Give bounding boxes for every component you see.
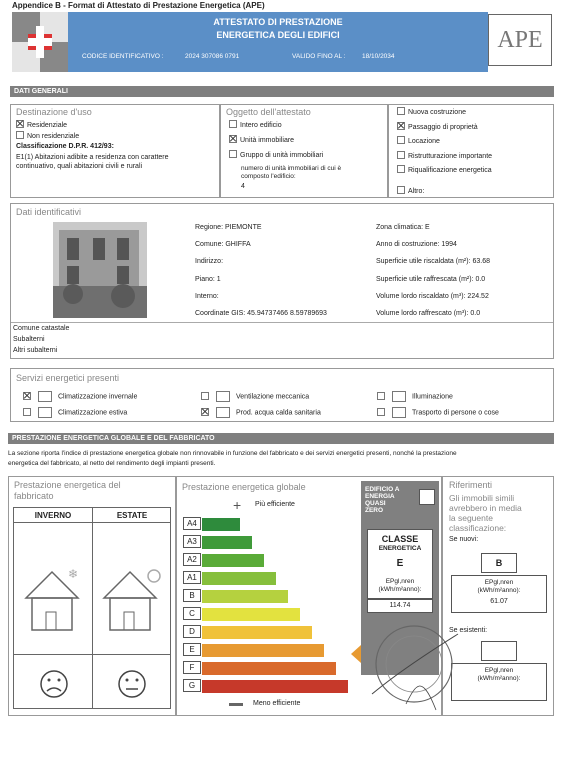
checkbox-icon <box>377 408 385 416</box>
inverno-label: INVERNO <box>34 511 72 520</box>
esistenti-ep-label-2: (kWh/m²anno): <box>477 675 521 682</box>
class-label-D: D <box>183 625 201 638</box>
volume-raffrescato: Volume lordo raffrescato (m³): 0.0 <box>376 310 481 317</box>
altro-option[interactable]: Altro: <box>397 187 424 195</box>
nzeb-line-1: EDIFICIO A <box>365 486 400 493</box>
class-label-A4: A4 <box>183 517 201 530</box>
fabbricato-title-1: Prestazione energetica del <box>14 480 121 490</box>
class-bar-A2 <box>202 554 264 567</box>
class-label-C: C <box>183 607 201 620</box>
building-photo-icon <box>53 222 147 318</box>
checked-box-icon <box>397 122 405 130</box>
checkbox-icon <box>16 131 24 139</box>
checkbox-icon <box>201 392 209 400</box>
dati-identificativi-title: Dati identificativi <box>16 207 82 217</box>
unita-option[interactable]: Unità immobiliare <box>229 136 294 144</box>
class-bar-E <box>202 644 324 657</box>
classe-label: CLASSE <box>381 534 419 544</box>
minus-icon <box>229 703 243 706</box>
globale-title: Prestazione energetica globale <box>182 482 306 492</box>
grid-divider <box>14 522 170 523</box>
coordinate-gis: Coordinate GIS: 45.94737466 8.59789693 <box>195 310 327 317</box>
nuovi-ep-label-1: EPgl,nren <box>484 579 514 586</box>
dati-generali-bar: DATI GENERALI <box>10 86 554 97</box>
checkbox-icon <box>229 150 237 158</box>
lightbulb-icon <box>392 391 406 402</box>
passaggio-option[interactable]: Passaggio di proprietà <box>397 123 478 131</box>
house-winter-icon <box>22 564 86 634</box>
numero-line-2: composto l'edificio: <box>241 173 296 180</box>
altri-subalterni: Altri subalterni <box>13 347 58 354</box>
checkbox-icon <box>397 165 405 173</box>
riferimenti-sub-1: Gli immobili simili <box>449 493 515 503</box>
locazione-option[interactable]: Locazione <box>397 137 440 145</box>
estate-label: ESTATE <box>116 511 148 520</box>
superficie-riscaldata: Superficie utile riscaldata (m²): 63.68 <box>376 258 490 265</box>
non-residenziale-option[interactable]: Non residenziale <box>16 132 79 140</box>
servizio-illuminazione[interactable]: Illuminazione <box>377 391 453 402</box>
radiator-icon <box>38 391 52 402</box>
checkbox-icon <box>397 136 405 144</box>
classificazione-line-1: E1(1) Abitazioni adibite a residenza con carattere <box>16 154 169 161</box>
checked-box-icon <box>16 120 24 128</box>
region-logo <box>12 12 68 72</box>
nzeb-checkbox[interactable] <box>419 489 435 505</box>
fan-icon <box>216 391 230 402</box>
plus-icon: + <box>233 497 242 513</box>
fabbricato-box <box>8 476 176 716</box>
numero-line-1: numero di unità immobiliari di cui è <box>241 165 342 172</box>
anno-costruzione: Anno di costruzione: 1994 <box>376 241 457 248</box>
servizio-acqua-calda[interactable]: Prod. acqua calda sanitaria <box>201 407 321 418</box>
flag-icon <box>12 12 68 72</box>
classes-scale <box>183 517 359 697</box>
intero-option[interactable]: Intero edificio <box>229 121 282 129</box>
code-value: 2024 307086 0791 <box>185 53 240 60</box>
checked-box-icon <box>201 408 209 416</box>
dati-identificativi-box <box>10 203 554 359</box>
prestazione-intro-2: energetica del fabbricato, al netto del rendimento degli impianti presenti. <box>8 460 216 467</box>
class-bar-F <box>202 662 336 675</box>
classificazione-label: Classificazione D.P.R. 412/93: <box>16 143 114 150</box>
class-bar-C <box>202 608 300 621</box>
header-title-1: ATTESTATO DI PRESTAZIONE <box>213 17 343 27</box>
riferimenti-sub-2: avrebbero in media <box>449 503 522 513</box>
class-label-G: G <box>183 679 201 692</box>
gruppo-option[interactable]: Gruppo di unità immobiliari <box>229 151 323 159</box>
ep-label-1: EPgl,nren <box>385 578 415 585</box>
motivo-box <box>388 104 554 198</box>
class-bar-G <box>202 680 348 693</box>
numero-value: 4 <box>241 183 245 190</box>
class-label-A1: A1 <box>183 571 201 584</box>
header-banner <box>68 12 488 72</box>
grid-divider <box>14 654 170 655</box>
se-esistenti-label: Se esistenti: <box>449 627 488 634</box>
subalterni: Subalterni <box>13 336 45 343</box>
checkbox-icon <box>23 408 31 416</box>
nuovi-class-value: B <box>481 553 517 573</box>
nzeb-line-4: ZERO <box>365 507 384 514</box>
classe-value: E <box>396 558 404 569</box>
piu-efficiente-label: Più efficiente <box>255 501 295 508</box>
house-summer-icon <box>100 564 164 634</box>
ep-value: 114.74 <box>367 599 433 613</box>
interno: Interno: <box>195 293 219 300</box>
regione: Regione: PIEMONTE <box>195 224 262 231</box>
classificazione-line-2: continuativo, quali abitazioni civili e rurali <box>16 163 143 170</box>
divider <box>11 322 553 323</box>
prestazione-bar: PRESTAZIONE ENERGETICA GLOBALE E DEL FABBRICATO <box>8 433 554 444</box>
volume-riscaldato: Volume lordo riscaldato (m³): 224.52 <box>376 293 489 300</box>
ristrutturazione-option[interactable]: Ristrutturazione importante <box>397 152 492 160</box>
servizio-trasporto[interactable]: Trasporto di persone o cose <box>377 407 499 418</box>
superficie-raffrescata: Superficie utile raffrescata (m²): 0.0 <box>376 276 486 283</box>
classe-box <box>367 529 433 599</box>
checked-box-icon <box>23 392 31 400</box>
meno-efficiente-label: Meno efficiente <box>253 700 301 707</box>
nuovi-ep-box <box>451 575 547 613</box>
checkbox-icon <box>377 392 385 400</box>
code-label: CODICE IDENTIFICATIVO : <box>82 53 164 60</box>
checkbox-icon <box>229 120 237 128</box>
building-photo <box>53 222 147 318</box>
servizi-box <box>10 368 554 422</box>
grid-divider <box>92 508 93 708</box>
class-label-F: F <box>183 661 201 674</box>
faucet-icon <box>216 407 230 418</box>
class-bar-A1 <box>202 572 276 585</box>
servizio-climatizzazione-invernale[interactable]: Climatizzazione invernale <box>23 391 137 402</box>
esistenti-ep-box <box>451 663 547 701</box>
zona-climatica: Zona climatica: E <box>376 224 430 231</box>
classe-energetica-label: ENERGETICA <box>378 545 422 552</box>
checkbox-icon <box>397 186 405 194</box>
destinazione-title: Destinazione d'uso <box>16 107 92 117</box>
valid-value: 18/10/2034 <box>362 53 395 60</box>
header-title-2: ENERGETICA DEGLI EDIFICI <box>216 30 340 40</box>
sad-face-icon <box>38 668 70 700</box>
servizi-title: Servizi energetici presenti <box>16 373 120 383</box>
class-label-A2: A2 <box>183 553 201 566</box>
nuova-option[interactable]: Nuova costruzione <box>397 108 466 116</box>
riferimenti-title: Riferimenti <box>449 480 493 490</box>
comune-catastale: Comune catastale <box>13 325 70 332</box>
class-bar-D <box>202 626 312 639</box>
checkbox-icon <box>397 107 405 115</box>
class-bar-B <box>202 590 288 603</box>
class-bar-A4 <box>202 518 240 531</box>
class-label-E: E <box>183 643 201 656</box>
class-bar-A3 <box>202 536 252 549</box>
ape-logo: APE <box>488 14 552 66</box>
checked-box-icon <box>229 135 237 143</box>
checkbox-icon <box>397 151 405 159</box>
indirizzo: Indirizzo: <box>195 258 224 265</box>
nuovi-ep-value: 61.07 <box>490 598 508 605</box>
oggetto-box <box>220 104 388 198</box>
class-label-B: B <box>183 589 201 602</box>
servizio-climatizzazione-estiva[interactable]: Climatizzazione estiva <box>23 407 127 418</box>
ep-label-2: (kWh/m²anno): <box>378 586 422 593</box>
comune: Comune: GHIFFA <box>195 241 251 248</box>
nuovi-ep-label-2: (kWh/m²anno): <box>477 587 521 594</box>
riferimenti-sub-4: classificazione: <box>449 523 507 533</box>
official-stamp-icon <box>366 614 462 714</box>
piano: Piano: 1 <box>195 276 221 283</box>
appendix-title: Appendice B - Format di Attestato di Prestazione Energetica (APE) <box>12 1 265 10</box>
fabbricato-title-2: fabbricato <box>14 491 54 501</box>
nzeb-line-3: QUASI <box>365 500 386 507</box>
elevator-icon <box>392 407 406 418</box>
riqualificazione-option[interactable]: Riqualificazione energetica <box>397 166 492 174</box>
fabbricato-grid <box>13 507 171 709</box>
riferimenti-sub-3: la seguente <box>449 513 493 523</box>
neutral-face-icon <box>116 668 148 700</box>
svg-text:❄: ❄ <box>68 567 79 581</box>
residenziale-option[interactable]: Residenziale <box>16 121 67 129</box>
servizio-ventilazione[interactable]: Ventilazione meccanica <box>201 391 309 402</box>
se-nuovi-label: Se nuovi: <box>449 536 479 543</box>
air-conditioner-icon <box>38 407 52 418</box>
prestazione-intro-1: La sezione riporta l'indice di prestazione energetica globale non rinnovabile in funzione del fabbricato e dei servizi energetici presenti, nonché la prestazione <box>8 450 457 457</box>
oggetto-title: Oggetto dell'attestato <box>226 107 311 117</box>
valid-label: VALIDO FINO AL : <box>292 53 346 60</box>
esistenti-ep-label-1: EPgl,nren <box>484 667 514 674</box>
destinazione-box <box>10 104 220 198</box>
nzeb-line-2: ENERGIA <box>365 493 395 500</box>
esistenti-class-value <box>481 641 517 661</box>
class-label-A3: A3 <box>183 535 201 548</box>
